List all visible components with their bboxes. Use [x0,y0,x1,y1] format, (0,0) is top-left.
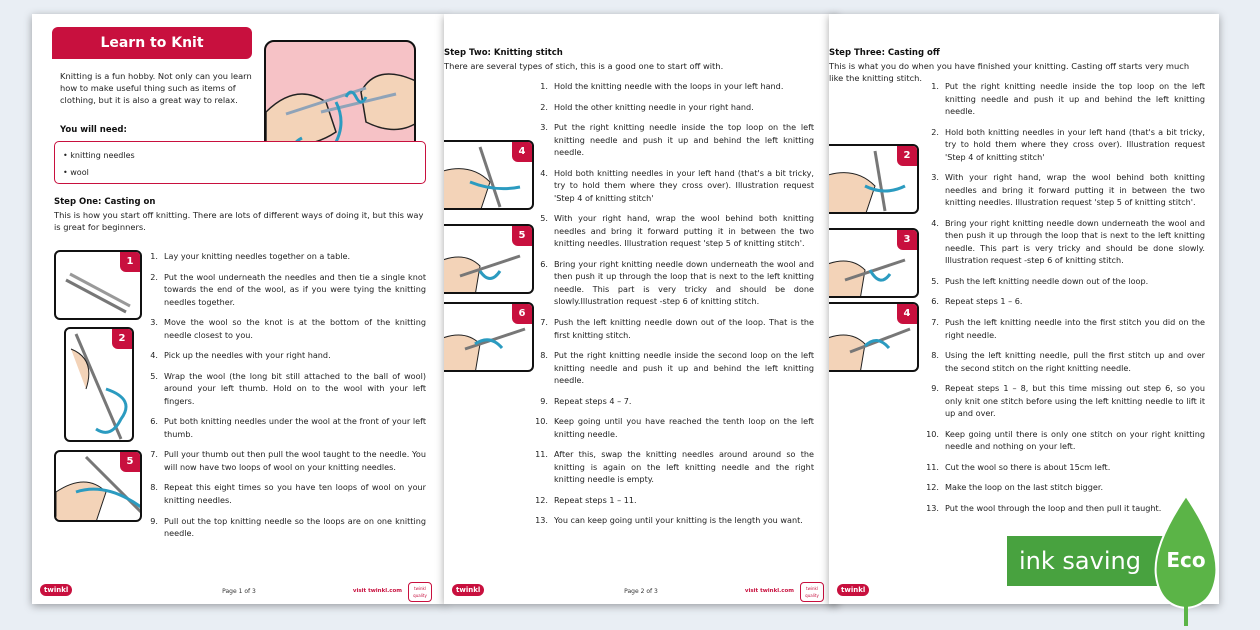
list-item: 4. Bring your right knitting needle down underneath the wool and then push it up through the loop that is next to the left knitting needle. This part is very tricky and should be done slowly. Illustration request -step 6 of knitting stitch. [931,217,1205,266]
step-badge: 5 [120,452,140,472]
eco-label: Eco [1166,548,1206,572]
list-item: 5. Push the left knitting needle down out of the loop. [931,275,1149,286]
step-badge: 2 [897,146,917,166]
step-badge: 2 [112,329,132,349]
list-item: 1. Lay your knitting needles together on a table. [150,251,351,261]
list-item: 1. Hold the knitting needle with the loops in your left hand. [540,81,784,91]
quality-seal: twinkl quality [408,582,432,602]
list-item: 5. Wrap the wool (the long bit still attached to the ball of wool) around your left thumb. Hold on to the wool with your left fingers. [150,370,426,406]
step-badge: 4 [512,142,532,162]
list-item: 10. Keep going until there is only one stitch on your right knitting needle and nothing on your left. [926,428,1205,452]
twinkl-logo: twinkl [40,584,72,596]
list-item: 6. Bring your right knitting needle down underneath the wool and then push it up through the loop that is next to the left knitting needle. This part is very tricky and should be done slowly.Illustration request -step 6 of knitting stitch. [540,258,814,307]
step-illustration-thumb-wrap [54,450,142,522]
list-item: 12. Make the loop on the last stitch bigger. [926,482,1104,493]
step-illustration-needles [54,250,142,320]
intro-text: Knitting is a fun hobby. Not only can you learn how to make useful thing such as items of clothing, but it is also a great way to relax. [60,71,252,106]
list-item: 4. Pick up the needles with your right hand. [150,350,331,361]
step-illustration-knot [64,327,134,442]
list-item: 2. Hold the other knitting needle in your right hand. [540,101,754,112]
step-heading: Step One: Casting on [54,197,156,207]
list-item: 12. Repeat steps 1 – 11. [535,494,637,505]
list-item: 8. Put the right knitting needle inside the second loop on the left knitting needle and push it up and behind the left knitting needle. [540,350,814,386]
needs-list [54,141,426,184]
list-item: 8. Using the left knitting needle, pull the first stitch up and over the second stitch on the right knitting needle. [931,350,1205,373]
step-illustration-2 [829,144,919,214]
step-intro: There are several types of stich, this is a good one to start off with. [444,61,724,71]
list-item: 9. Repeat steps 4 – 7. [540,395,632,406]
step-badge: 5 [512,226,532,246]
step-intro: This is what you do when you have finished your knitting. Casting off starts very much like the knitting stitch. [829,61,1190,84]
list-item: 9. Repeat steps 1 – 8, but this time missing out step 6, so you only knit one stitch before using the left knitting needle to lift it up and over. [931,383,1205,419]
list-item: 6. Put both knitting needles under the wool at the front of your left thumb. [150,416,426,439]
page-number: Page 1 of 3 [222,588,256,595]
casting-on-steps [144,250,426,548]
ink-saving-banner: ink saving [1007,536,1197,586]
step-badge: 6 [512,304,532,324]
worksheet-page-2 [444,14,838,604]
list-item: 8. Repeat this eight times so you have ten loops of wool on your knitting needles. [150,482,426,505]
list-item: 13. Put the wool through the loop and then pull it taught. [926,502,1162,513]
page-footer [444,580,838,604]
eco-leaf-icon [1150,496,1222,626]
knitting-stitch-steps [534,80,814,535]
list-item: 5. With your right hand, wrap the wool behind both knitting needles and bring it forward putting it in between the two knitting needles. Illustration request 'step 5 of knitting stitch'. [540,213,814,249]
step-heading: Step Three: Casting off [829,48,940,58]
list-item: 3. With your right hand, wrap the wool behind both knitting needles and bring it forward putting it in between the two knitting needles. Illustration request 'step 5 of knitting stitch'. [931,172,1205,208]
step-badge: 3 [897,230,917,250]
need-item: • knitting needles [63,151,135,160]
list-item: 11. Cut the wool so there is about 15cm left. [926,461,1111,472]
list-item: 4. Hold both knitting needles in your left hand (that's a bit tricky, try to hold them where they cross over). Illustration request 'Step 4 of knitting stitch' [540,167,814,203]
list-item: 7. Push the left knitting needle down out of the loop. That is the first knitting stitch. [540,316,814,340]
twinkl-logo: twinkl [452,584,484,596]
step-heading: Step Two: Knitting stitch [444,48,563,58]
page-number: Page 2 of 3 [624,588,658,595]
list-item: 9. Pull out the top knitting needle so the loops are on one knitting needle. [150,515,426,539]
list-item: 7. Pull your thumb out then pull the wool taught to the needle. You will now have two loops of wool on your knitting needles. [150,449,426,472]
step-intro: This is how you start off knitting. There are lots of different ways of doing it, but this way is great for beginners. [54,210,424,233]
list-item: 3. Put the right knitting needle inside the top loop on the left knitting needle and push it up and behind the left knitting needle. [540,122,814,158]
list-item: 3. Move the wool so the knot is at the bottom of the knitting needle closest to you. [150,317,426,340]
step-illustration-5 [444,224,534,294]
list-item: 6. Repeat steps 1 – 6. [931,296,1023,307]
footer-url[interactable]: visit twinkl.com [352,588,402,594]
list-item: 10. Keep going until you have reached the tenth loop on the left knitting needle. [535,416,814,439]
step-illustration-4 [829,302,919,372]
worksheet-page-1 [32,14,446,604]
step-badge: 4 [897,304,917,324]
page-footer [32,580,446,604]
need-item: • wool [63,168,89,177]
need-heading: You will need: [60,125,127,135]
list-item: 7. Push the left knitting needle into the first stitch you did on the right needle. [931,316,1205,340]
page-title: Learn to Knit [52,27,252,59]
casting-off-steps [925,80,1205,522]
step-illustration-3 [829,228,919,298]
list-item: 13. You can keep going until your knitting is the length you want. [535,515,803,526]
step-badge: 1 [120,252,140,272]
twinkl-logo: twinkl [837,584,869,596]
list-item: 2. Hold both knitting needles in your left hand (that's a bit tricky, try to hold them where they cross over). Illustration request 'Step 4 of knitting stitch' [931,126,1205,162]
step-illustration-4 [444,140,534,210]
list-item: 1. Put the right knitting needle inside the top loop on the left knitting needle and push it up and behind the left knitting needle. [931,81,1205,117]
list-item: 11. After this, swap the knitting needles around around so the knitting is again on the left knitting needle and the right knitting needle is empty. [535,449,814,485]
quality-seal: twinkl quality [800,582,824,602]
list-item: 2. Put the wool underneath the needles and then tie a single knot towards the end of the wool, as if you were tying the knitting needles together. [150,271,426,307]
footer-url[interactable]: visit twinkl.com [744,588,794,594]
step-illustration-6 [444,302,534,372]
